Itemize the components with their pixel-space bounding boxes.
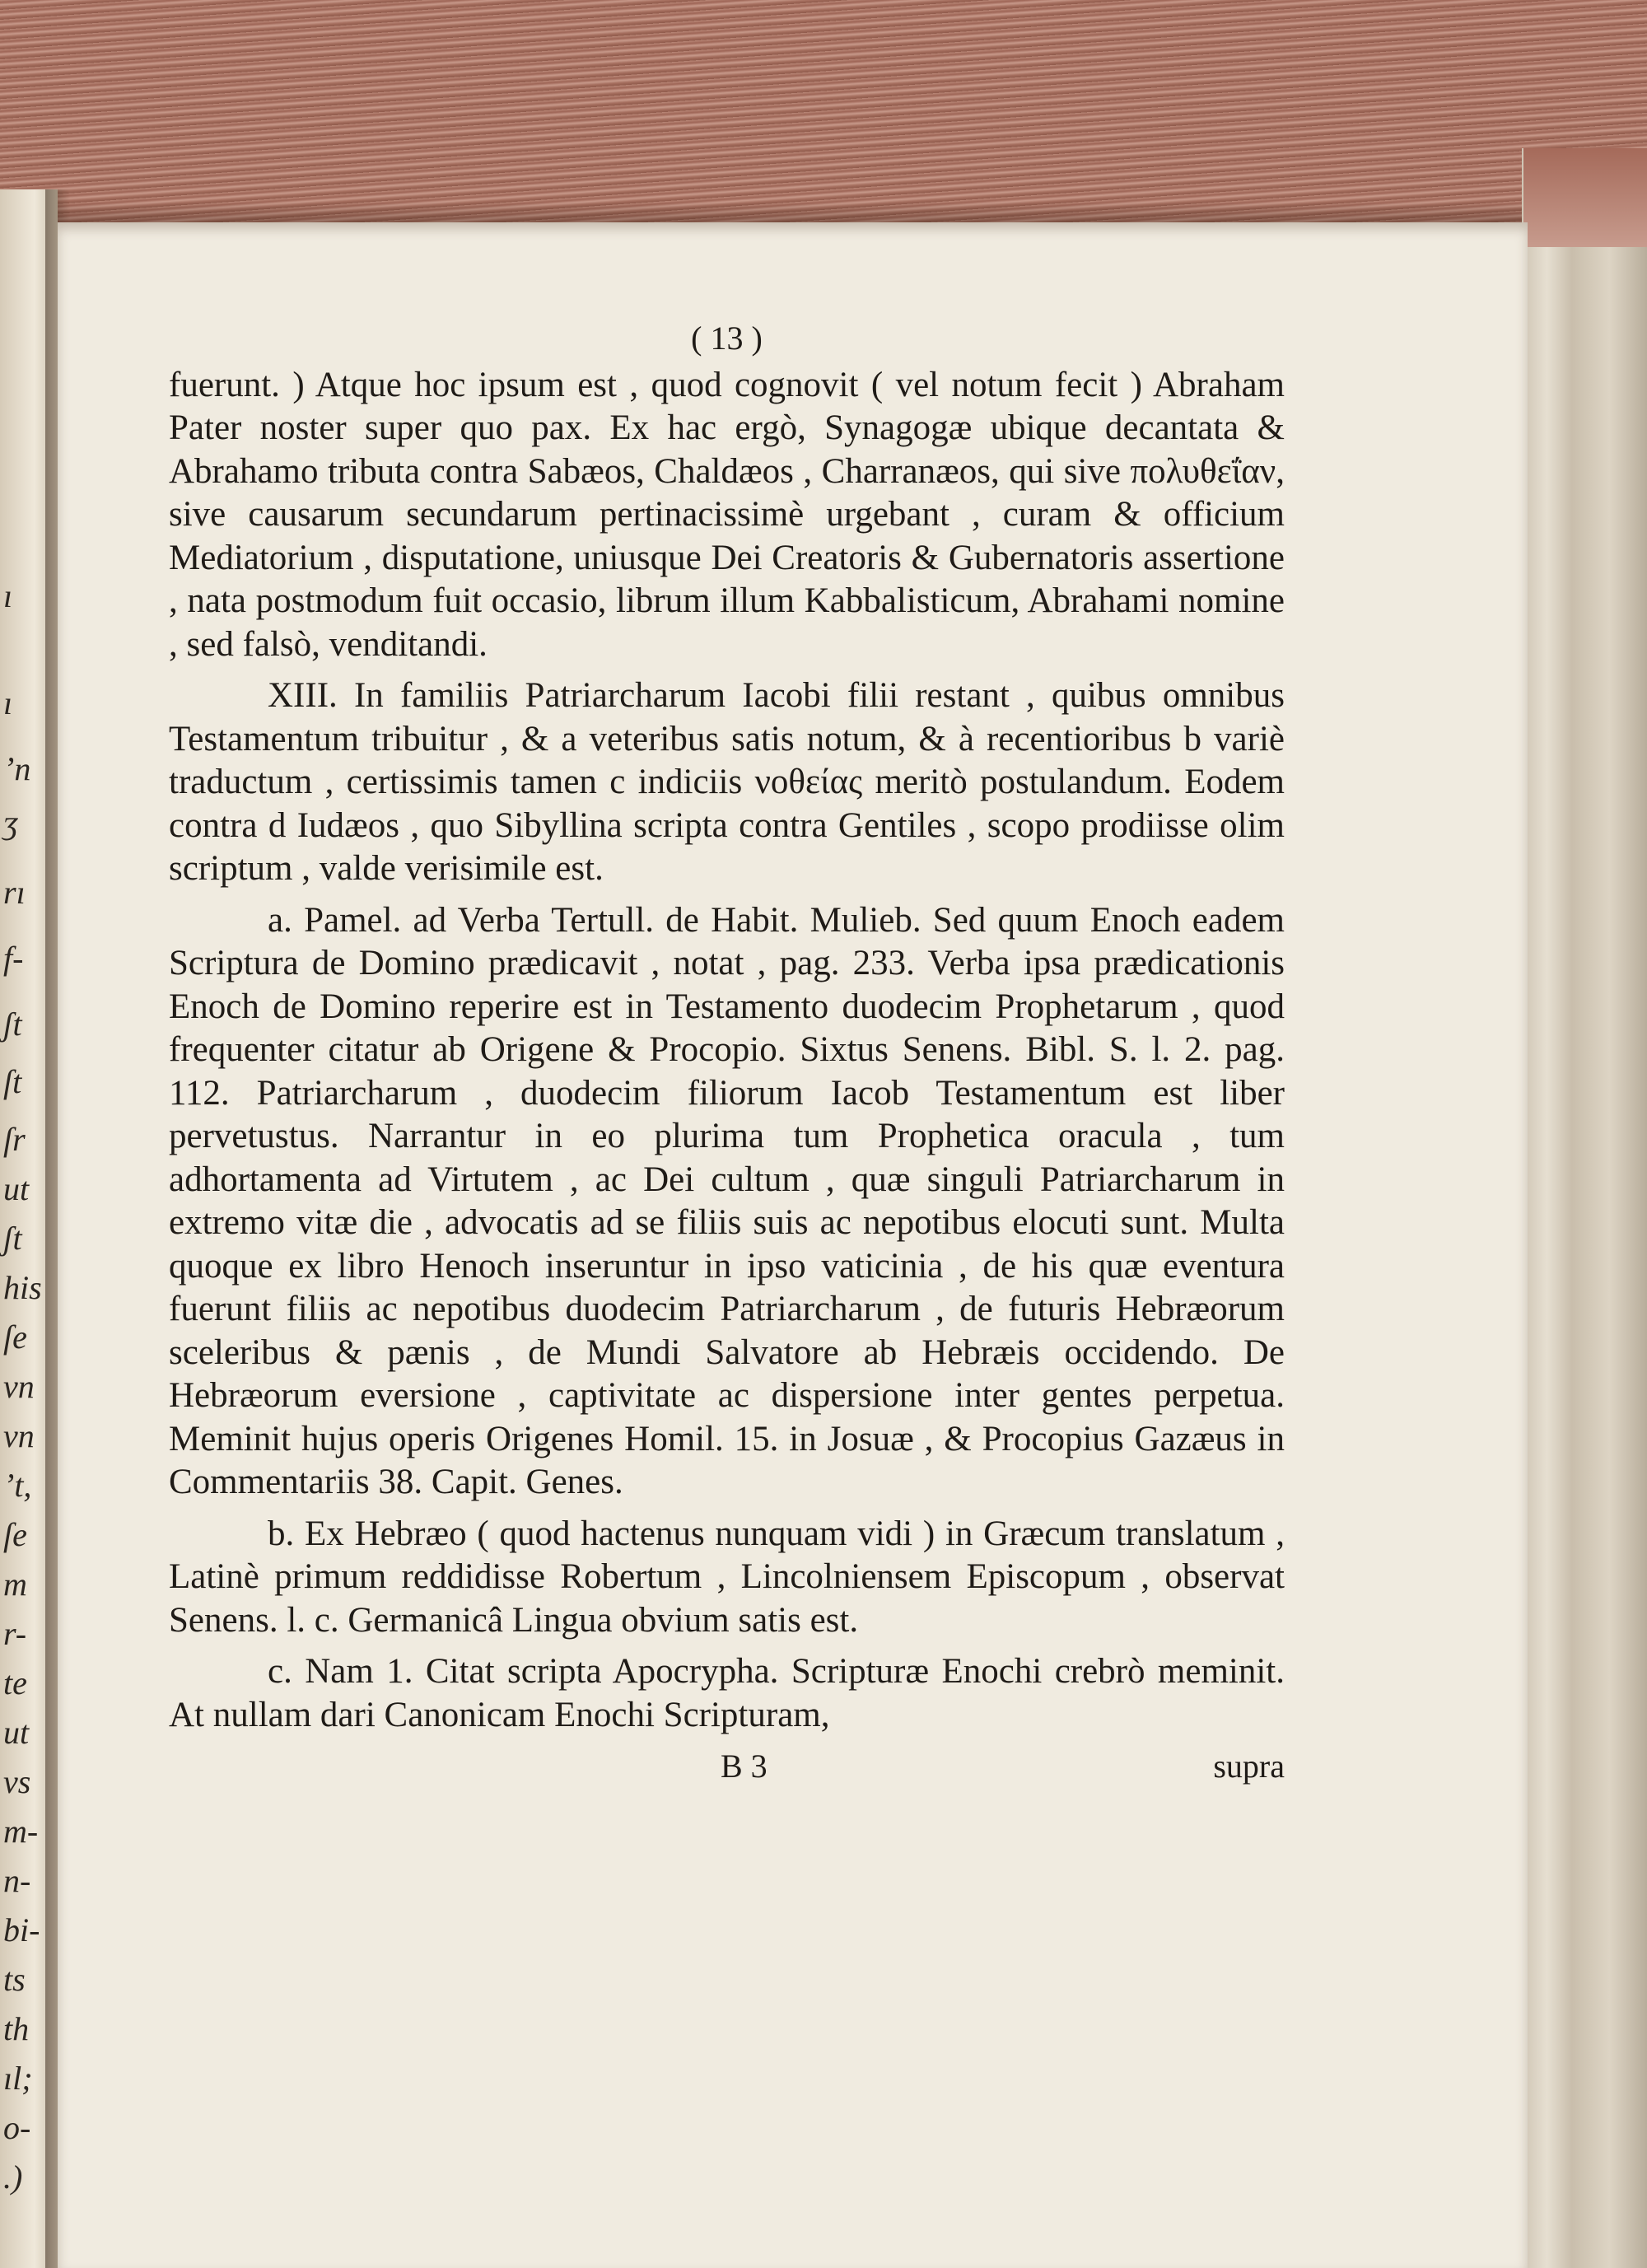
footnote-a: a. Pamel. ad Verba Tertull. de Habit. Mulieb. Sed quum Enoch eadem Scriptura de Domino prædicavit , notat , pag. 233. Verba ipsa prædicationis Enoch de Domino reperire est in Testamento duodecim Prophetarum , quod frequenter citatur ab Origene & Procopio. Sixtus Senens. Bibl. S. l. 2. pag. 112. Patriarcharum , duodecim filiorum Iacob Testamentum est liber pervetustus. Narrantur in eo plurima tum Prophetica oracula , tum adhortamenta ad Virtutem , ac Dei cultum , quæ singuli Patriarcharum in extremo vitæ die , advocatis ad se filiis suis ac nepotibus elocuti sunt. Multa quoque ex libro Henoch inseruntur in ipso vaticinia , de his quæ eventura fuerunt filiis ac nepotibus duodecim Patriarcharum , de futuris Hebræorum sceleribus & pænis , de Mundi Salvatore ab Hebræis occidendo. De Hebræorum eversione , captivitate ac dispersione inter gentes perpetua. Meminit hujus operis Origenes Homil. 15. in Josuæ , & Procopius Gazæus in Commentariis 38. Capit. Genes. [169, 900, 1285, 1501]
margin-fragment: .) [3, 2158, 23, 2196]
margin-fragment: r- [3, 1615, 27, 1652]
margin-fragment: bi- [3, 1911, 40, 1948]
margin-fragment: ſt [3, 1063, 22, 1100]
margin-fragment: ı [3, 684, 13, 721]
margin-fragment: vn [3, 1368, 35, 1405]
main-paragraph: fuerunt. ) Atque hoc ipsum est , quod cognovit ( vel notum fecit ) Abraham Pater noster super quo pax. Ex hac ergò, Synagogæ ubique decantata & Abrahamo tributa contra Sabæos, Chaldæos , Charranæos, qui sive πολυθεΐαν, sive causarum secundarum pertinacissimè urgebant , curam & officium Mediatorium , disputatione, uniusque Dei Creatoris & Gubernatoris assertione , nata postmodum fuit occasio, librum illum Kabbalisticum, Abrahami nomine , sed falsò, venditandi. [169, 365, 1285, 664]
margin-fragment: ut [3, 1170, 30, 1207]
margin-fragment: te [3, 1664, 27, 1701]
page-footer [169, 1745, 1285, 1789]
book-top-edge [0, 0, 1647, 235]
footnote-b: b. Ex Hebræo ( quod hactenus nunquam vidi ) in Græcum translatum , Latinè primum reddidisse Robertum , Lincolniensem Episcopum , observat Senens. l. c. Germanicâ Lingua obvium satis est. [169, 1514, 1285, 1640]
margin-fragment: ſe [3, 1516, 27, 1553]
margin-fragment: ʼn [3, 750, 31, 787]
margin-fragment: ſr [3, 1121, 26, 1158]
margin-fragment: rı [3, 874, 26, 911]
margin-fragment: his [3, 1269, 42, 1306]
margin-fragment: o- [3, 2109, 31, 2146]
book-right-edge [1522, 148, 1647, 2268]
page-number-header: ( 13 ) [691, 320, 763, 357]
section-xiii-paragraph: XIII. In familiis Patriarcharum Iacobi filii restant , quibus omnibus Testamentum tribuitur , & a veteribus satis notum, & à recentioribus b variè traductum , certissimis tamen c indiciis νοθείας meritò postulandum. Eodem contra d Iudæos , quo Sibyllina scripta contra Gentiles , scopo prodiisse olim scriptum , valde verisimile est. [169, 676, 1285, 888]
margin-fragment: vs [3, 1763, 31, 1800]
margin-fragment: ı [3, 577, 13, 614]
margin-fragment: ʃt [3, 1220, 22, 1257]
margin-fragment: f- [3, 940, 24, 977]
signature-mark: B 3 [721, 1748, 768, 1785]
margin-fragment: ʼt, [3, 1467, 32, 1504]
margin-fragment: ts [3, 1961, 26, 1998]
margin-fragment: vn [3, 1417, 35, 1454]
margin-fragment: ſe [3, 1318, 27, 1356]
margin-fragment: n- [3, 1862, 31, 1899]
margin-fragment: m- [3, 1813, 39, 1850]
margin-fragment: ıl; [3, 2060, 33, 2097]
margin-fragment: ut [3, 1714, 30, 1751]
margin-fragment: th [3, 2010, 30, 2047]
margin-fragment: ʒ [3, 804, 18, 841]
catchword: supra [1213, 1748, 1285, 1785]
margin-fragment: m [3, 1566, 27, 1603]
page-text-block [169, 317, 1285, 1789]
footnote-c: c. Nam 1. Citat scripta Apocrypha. Scripturæ Enochi crebrò meminit. At nullam dari Canonicam Enochi Scripturam, [169, 1652, 1285, 1734]
margin-fragment: ʃt [3, 1006, 22, 1043]
